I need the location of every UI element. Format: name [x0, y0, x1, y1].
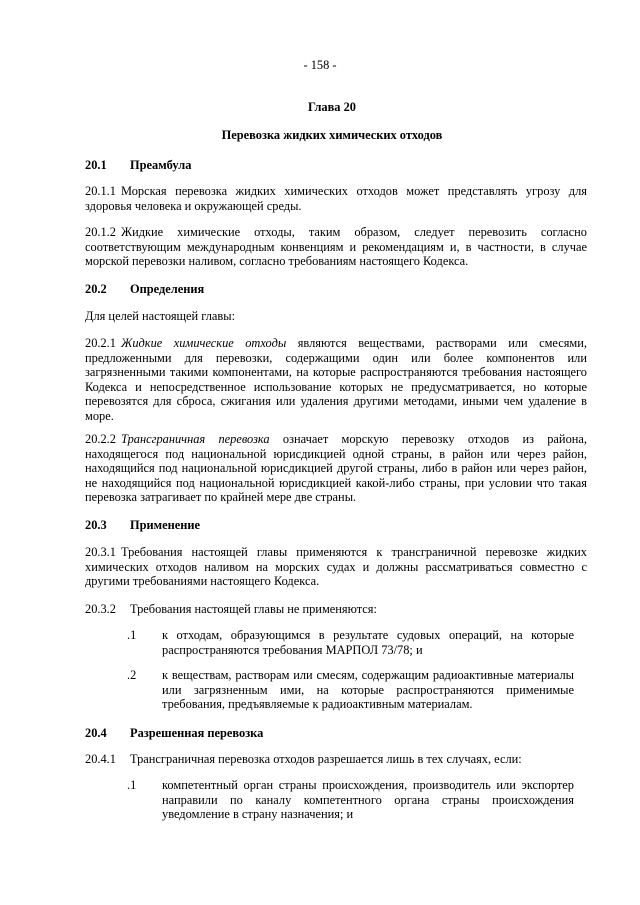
list-item: компетентный орган страны происхождения, производитель или экспортер направили по каналу компетентного органа страны происхождения уведомление в страну назначения; и — [162, 778, 574, 822]
paragraph-text: Жидкие химические отходы, таким образом, следует перевозить согласно соответствующим международным конвенциям и рекомендациям и, в частности, в случае морской перевозки наливом, согласно требованиям настоящего Кодекса. — [85, 225, 587, 269]
paragraph-number: 20.2.2 — [85, 432, 116, 446]
paragraph-20-1-1 — [85, 184, 587, 213]
paragraph-20-4-1: Трансграничная перевозка отходов разрешается лишь в тех случаях, если: — [130, 752, 522, 766]
section-title: Определения — [130, 282, 205, 296]
list-item: к отходам, образующимся в результате судовых операций, на которые распространяются требования МАРПОЛ 73/78; и — [162, 628, 574, 657]
section-title: Преамбула — [130, 158, 192, 172]
paragraph-20-3-2: Требования настоящей главы не применяются: — [130, 602, 377, 616]
paragraph-number: 20.1.1 — [85, 184, 116, 198]
section-number: 20.3 — [85, 518, 107, 532]
paragraph-20-2-1 — [85, 336, 587, 424]
paragraph-text: Морская перевозка жидких химических отходов может представлять угрозу для здоровья человека и окружающей среды. — [85, 184, 587, 213]
chapter-title: Глава 20 — [307, 100, 356, 114]
section-title: Разрешенная перевозка — [130, 726, 264, 740]
list-item-number: .2 — [127, 668, 137, 682]
section-title: Применение — [130, 518, 201, 532]
section-number: 20.4 — [85, 726, 107, 740]
page-number: - 158 - — [303, 58, 337, 72]
section-number: 20.1 — [85, 158, 107, 172]
paragraph-number: 20.3.1 — [85, 545, 116, 559]
list-item: к веществам, растворам или смесям, содержащим радиоактивные материалы или загрязненным ими, на которые распространяются применимые требования, предъявляемые к радиоактивным материалам. — [162, 668, 574, 712]
defined-term: Жидкие химические отходы — [120, 336, 287, 350]
paragraph-number-20-4-1: 20.4.1 — [85, 752, 116, 766]
paragraph-number: 20.2.1 — [85, 336, 116, 350]
paragraph-text: Требования настоящей главы применяются к трансграничной перевозке жидких химических отходов наливом на морских судах и должны рассматриваться совместно с другими требованиями настоящего Кодекса. — [85, 545, 587, 589]
paragraph-number-20-3-2: 20.3.2 — [85, 602, 116, 616]
section-number: 20.2 — [85, 282, 107, 296]
paragraph-20-2-intro: Для целей настоящей главы: — [85, 309, 236, 323]
paragraph-number: 20.1.2 — [85, 225, 116, 239]
list-item-number: .1 — [127, 778, 137, 792]
list-item-number: .1 — [127, 628, 137, 642]
paragraph-20-1-2 — [85, 225, 587, 269]
paragraph-text: являются веществами, растворами или смесями, предложенными для перевозки, содержащими один или более компонентов или загрязненными такими компонентами, на которые распространяются требования настоящего Кодекса и непосредственное использование которых не предусматривается, но которые перевозятся для сброса, сжигания или удаления другими методами, иными чем удаление в море. — [85, 336, 588, 423]
paragraph-20-3-1 — [85, 545, 587, 589]
defined-term: Трансграничная перевозка — [120, 432, 270, 446]
paragraph-20-2-2 — [85, 432, 587, 505]
chapter-subtitle: Перевозка жидких химических отходов — [221, 128, 443, 142]
paragraph-text: означает морскую перевозку отходов из района, находящегося под национальной юрисдикцией одной страны, в район или через район, находящийся под национальной юрисдикцией другой страны, либо в район или через район, не находящийся под национальной юрисдикцией какой-либо страны, при условии что такая перевозка затрагивает по крайней мере две страны. — [85, 432, 587, 505]
